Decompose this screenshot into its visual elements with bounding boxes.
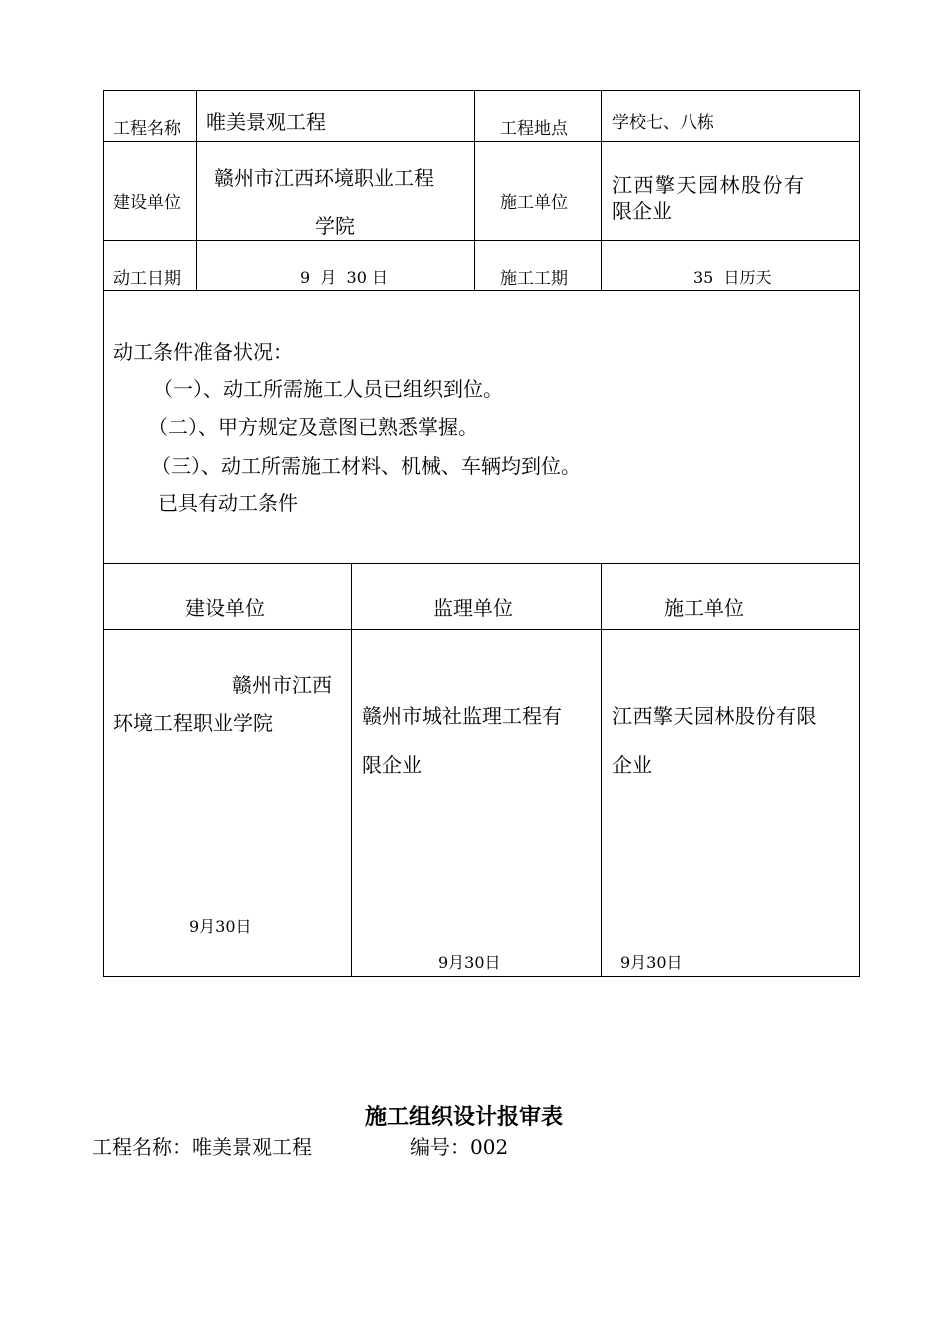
supervisor-signature-line2: 限企业 [362, 753, 422, 777]
condition-item: （一）、动工所需施工人员已组织到位。 [153, 377, 503, 401]
next-form-title: 施工组织设计报审表 [365, 1104, 564, 1130]
table-rule [474, 90, 475, 291]
table-rule [103, 290, 860, 291]
project-name-value: 唯美景观工程 [206, 110, 326, 134]
signature-header-builder: 建设单位 [185, 596, 265, 620]
next-form-number-line: 编号：002 [410, 1135, 509, 1159]
table-rule [103, 240, 860, 241]
table-rule [103, 141, 860, 142]
signature-header-contractor: 施工单位 [664, 596, 744, 620]
contractor-signature-line1: 江西擎天园林股份有限 [612, 704, 817, 728]
supervisor-signature-line1: 赣州市城社监理工程有 [362, 704, 562, 728]
start-date-value: 9 月 30 日 [300, 268, 388, 287]
condition-item: （三）、动工所需施工材料、机械、车辆均到位。 [151, 454, 581, 478]
builder-value-line2: 学院 [315, 214, 355, 238]
table-rule [196, 90, 197, 291]
contractor-signature-line2: 企业 [612, 753, 652, 777]
project-name-label: 工程名称 [113, 119, 181, 139]
start-report-table [103, 90, 860, 977]
table-rule [103, 563, 860, 564]
contractor-signature-date: 9月30日 [620, 953, 683, 972]
duration-value: 35 日历天 [693, 268, 772, 287]
duration-label: 施工工期 [500, 269, 568, 289]
location-label: 工程地点 [500, 119, 568, 139]
builder-signature-line1: 赣州市江西 [232, 673, 332, 697]
contractor-value-line1: 江西擎天园林股份有 [612, 173, 806, 197]
location-value: 学校七、八栋 [612, 113, 714, 133]
table-rule [351, 563, 352, 977]
conditions-heading: 动工条件准备状况： [113, 340, 293, 364]
contractor-label: 施工单位 [500, 193, 568, 213]
table-rule [601, 90, 602, 291]
builder-value-line1: 赣州市江西环境职业工程 [214, 166, 434, 190]
condition-item: （二）、甲方规定及意图已熟悉掌握。 [148, 415, 478, 439]
signature-header-supervisor: 监理单位 [433, 596, 513, 620]
table-rule [103, 629, 860, 630]
builder-label: 建设单位 [113, 193, 181, 213]
table-rule [601, 563, 602, 977]
contractor-value-line2: 限企业 [612, 199, 672, 223]
next-form-project-line: 工程名称：唯美景观工程 [92, 1135, 312, 1159]
start-date-label: 动工日期 [113, 269, 181, 289]
supervisor-signature-date: 9月30日 [438, 953, 501, 972]
conditions-conclusion: 已具有动工条件 [158, 491, 298, 515]
builder-signature-date: 9月30日 [189, 917, 252, 936]
builder-signature-line2: 环境工程职业学院 [113, 711, 273, 735]
